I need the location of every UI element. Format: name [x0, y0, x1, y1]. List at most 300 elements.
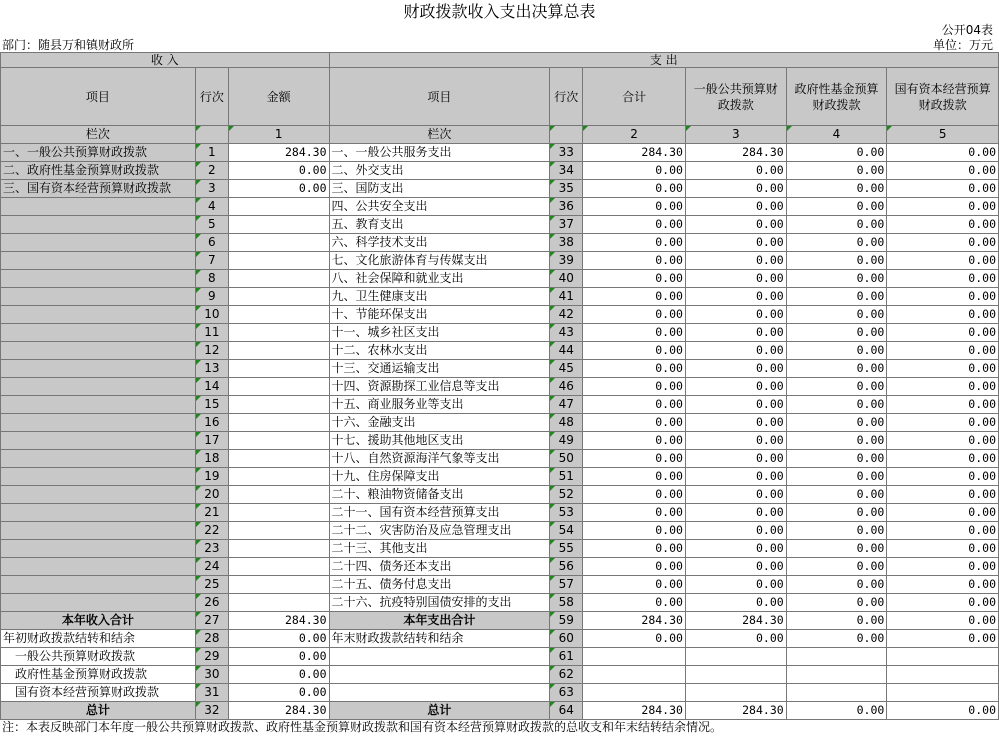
table-row: [1, 270, 999, 288]
table-row: [1, 594, 999, 612]
expense-row-no-cell: 39: [550, 252, 583, 270]
income-row-no-cell: 16: [195, 414, 228, 432]
expense-row-no-cell: 46: [550, 378, 583, 396]
expense-total-cell: [583, 666, 686, 684]
carryover-expense-item-cell: 年末财政拨款结转和结余: [329, 630, 550, 648]
income-item-cell: [1, 468, 196, 486]
income-amount-cell: [228, 450, 329, 468]
expense-general-cell: 0.00: [685, 486, 786, 504]
income-row-no-cell: 27: [195, 612, 228, 630]
expense-row-no-cell: 53: [550, 504, 583, 522]
section-header-row: [1, 53, 999, 68]
expense-fund-cell: 0.00: [786, 468, 887, 486]
income-item-cell: [1, 198, 196, 216]
expense-item-cell: 十七、援助其他地区支出: [329, 432, 550, 450]
income-item-cell: [1, 432, 196, 450]
expense-general-cell: 0.00: [685, 432, 786, 450]
income-item-cell: [1, 594, 196, 612]
expense-fund-cell: 0.00: [786, 576, 887, 594]
expense-fund-cell: 0.00: [786, 342, 887, 360]
index-col-4: 4: [786, 126, 887, 144]
expense-fund-cell: 0.00: [786, 324, 887, 342]
header-fund-budget: 政府性基金预算财政拨款: [786, 68, 887, 126]
expense-row-no-cell: 51: [550, 468, 583, 486]
expense-state-capital-cell: 0.00: [887, 324, 999, 342]
expense-fund-cell: 0.00: [786, 270, 887, 288]
expense-state-capital-cell: 0.00: [887, 234, 999, 252]
income-amount-cell: [228, 504, 329, 522]
expense-fund-cell: [786, 648, 887, 666]
expense-total-cell: 0.00: [583, 576, 686, 594]
income-item-cell: [1, 306, 196, 324]
income-item-cell: [1, 450, 196, 468]
expense-fund-cell: 0.00: [786, 522, 887, 540]
income-row-no-cell: 13: [195, 360, 228, 378]
income-amount-cell: [228, 414, 329, 432]
income-item-cell: [1, 288, 196, 306]
table-row: [1, 144, 999, 162]
budget-summary-table: [0, 52, 999, 720]
income-amount-cell: [228, 396, 329, 414]
income-row-no-cell: 10: [195, 306, 228, 324]
expense-fund-cell: 0.00: [786, 432, 887, 450]
index-col-2: 2: [583, 126, 686, 144]
table-row: [1, 450, 999, 468]
income-row-no-cell: 29: [195, 648, 228, 666]
expense-state-capital-cell: 0.00: [887, 522, 999, 540]
table-row: [1, 216, 999, 234]
expense-row-no-cell: 55: [550, 540, 583, 558]
expense-row-no-cell: 57: [550, 576, 583, 594]
income-amount-cell: 0.00: [228, 630, 329, 648]
expense-item-cell: 二十一、国有资本经营预算支出: [329, 504, 550, 522]
expense-total-cell: 284.30: [583, 144, 686, 162]
expense-row-no-cell: 40: [550, 270, 583, 288]
expense-general-cell: [685, 666, 786, 684]
expense-row-no-cell: 60: [550, 630, 583, 648]
income-amount-cell: 0.00: [228, 648, 329, 666]
income-item-cell: [1, 324, 196, 342]
expense-row-no-cell: 35: [550, 180, 583, 198]
expense-state-capital-cell: 0.00: [887, 342, 999, 360]
expense-general-cell: [685, 684, 786, 702]
table-row: [1, 198, 999, 216]
table-row: [1, 468, 999, 486]
expense-item-cell: 十八、自然资源海洋气象等支出: [329, 450, 550, 468]
header-income-item: 项目: [1, 68, 196, 126]
income-item-cell: [1, 216, 196, 234]
expense-row-no-cell: 44: [550, 342, 583, 360]
income-row-no-cell: 21: [195, 504, 228, 522]
expense-general-cell: 0.00: [685, 216, 786, 234]
income-row-no-cell: 9: [195, 288, 228, 306]
column-header-row: [1, 68, 999, 126]
index-col-1: 1: [228, 126, 329, 144]
expense-total-cell: [583, 648, 686, 666]
expense-total-cell: 0.00: [583, 414, 686, 432]
income-amount-cell: [228, 270, 329, 288]
expense-row-no-cell: 59: [550, 612, 583, 630]
header-income-row-no: 行次: [195, 68, 228, 126]
expense-general-cell: [685, 648, 786, 666]
expense-row-no-cell: 58: [550, 594, 583, 612]
expense-state-capital-cell: 0.00: [887, 162, 999, 180]
income-item-cell: [1, 234, 196, 252]
expense-row-no-cell: 50: [550, 450, 583, 468]
expense-fund-cell: 0.00: [786, 198, 887, 216]
expense-general-cell: 0.00: [685, 378, 786, 396]
expense-state-capital-cell: 0.00: [887, 450, 999, 468]
expense-fund-cell: 0.00: [786, 504, 887, 522]
income-amount-cell: [228, 432, 329, 450]
income-amount-cell: [228, 594, 329, 612]
expense-row-no-cell: 49: [550, 432, 583, 450]
expense-fund-cell: 0.00: [786, 414, 887, 432]
expense-item-cell: 二十四、债务还本支出: [329, 558, 550, 576]
income-item-cell: [1, 342, 196, 360]
unit-label: 单位：万元: [932, 38, 993, 52]
income-amount-cell: 0.00: [228, 162, 329, 180]
expense-general-cell: 0.00: [685, 252, 786, 270]
expense-row-no-cell: 62: [550, 666, 583, 684]
expense-state-capital-cell: 0.00: [887, 576, 999, 594]
expense-general-cell: 0.00: [685, 306, 786, 324]
expense-general-cell: 0.00: [685, 522, 786, 540]
table-row: [1, 576, 999, 594]
index-col-3: 3: [685, 126, 786, 144]
table-row: [1, 378, 999, 396]
expense-state-capital-cell: 0.00: [887, 306, 999, 324]
header-expense-item: 项目: [329, 68, 550, 126]
carryover-row: [1, 684, 999, 702]
expense-total-cell: 0.00: [583, 342, 686, 360]
carryover-item-cell: 政府性基金预算财政拨款: [1, 666, 196, 684]
expense-item-cell: 二十二、灾害防治及应急管理支出: [329, 522, 550, 540]
expense-fund-cell: 0.00: [786, 360, 887, 378]
expense-state-capital-cell: 0.00: [887, 216, 999, 234]
expense-fund-cell: 0.00: [786, 702, 887, 720]
income-row-no-cell: 25: [195, 576, 228, 594]
expense-state-capital-cell: 0.00: [887, 594, 999, 612]
expense-row-no-cell: 33: [550, 144, 583, 162]
expense-row-no-cell: 43: [550, 324, 583, 342]
income-row-no-cell: 32: [195, 702, 228, 720]
expense-total-cell: 0.00: [583, 540, 686, 558]
expense-item-cell: 十一、城乡社区支出: [329, 324, 550, 342]
expense-item-cell: 六、科学技术支出: [329, 234, 550, 252]
expense-item-cell: 四、公共安全支出: [329, 198, 550, 216]
expense-item-cell: 十四、资源勘探工业信息等支出: [329, 378, 550, 396]
table-row: [1, 558, 999, 576]
expense-total-cell: 0.00: [583, 450, 686, 468]
expense-item-cell: 七、文化旅游体育与传媒支出: [329, 252, 550, 270]
column-index-row: [1, 126, 999, 144]
income-row-no-cell: 6: [195, 234, 228, 252]
income-row-no-cell: 5: [195, 216, 228, 234]
income-item-cell: [1, 486, 196, 504]
expense-item-cell: 十九、住房保障支出: [329, 468, 550, 486]
expense-state-capital-cell: [887, 648, 999, 666]
income-row-no-cell: 18: [195, 450, 228, 468]
income-row-no-cell: 3: [195, 180, 228, 198]
expense-fund-cell: 0.00: [786, 594, 887, 612]
expense-row-no-cell: 64: [550, 702, 583, 720]
table-row: [1, 234, 999, 252]
income-row-no-cell: 24: [195, 558, 228, 576]
income-row-no-cell: 31: [195, 684, 228, 702]
expense-state-capital-cell: 0.00: [887, 252, 999, 270]
carryover-item-cell: 年初财政拨款结转和结余: [1, 630, 196, 648]
expense-general-cell: 0.00: [685, 558, 786, 576]
table-row: [1, 540, 999, 558]
income-amount-cell: 0.00: [228, 666, 329, 684]
header-state-capital-budget: 国有资本经营预算财政拨款: [887, 68, 999, 126]
expense-row-no-cell: 41: [550, 288, 583, 306]
expense-state-capital-cell: [887, 666, 999, 684]
expense-item-cell: 八、社会保障和就业支出: [329, 270, 550, 288]
expense-row-no-cell: 36: [550, 198, 583, 216]
expense-general-cell: 0.00: [685, 324, 786, 342]
expense-row-no-cell: 38: [550, 234, 583, 252]
income-row-no-cell: 22: [195, 522, 228, 540]
income-item-cell: [1, 540, 196, 558]
income-amount-cell: [228, 234, 329, 252]
expense-total-cell: 0.00: [583, 432, 686, 450]
expense-general-cell: 0.00: [685, 540, 786, 558]
department-label: 部门：随县万和镇财政所: [2, 38, 135, 52]
income-subtotal-label: 本年收入合计: [1, 612, 196, 630]
expense-item-cell: 十六、金融支出: [329, 414, 550, 432]
expense-general-cell: 0.00: [685, 342, 786, 360]
table-row: [1, 486, 999, 504]
carryover-expense-item-cell: [329, 648, 550, 666]
expense-row-no-cell: 48: [550, 414, 583, 432]
income-row-no-cell: 30: [195, 666, 228, 684]
income-amount-cell: 284.30: [228, 144, 329, 162]
expense-state-capital-cell: 0.00: [887, 468, 999, 486]
expense-state-capital-cell: 0.00: [887, 414, 999, 432]
expense-general-cell: 284.30: [685, 702, 786, 720]
table-row: [1, 162, 999, 180]
expense-state-capital-cell: 0.00: [887, 558, 999, 576]
expense-item-cell: 三、国防支出: [329, 180, 550, 198]
expense-section-header: 支 出: [329, 53, 998, 68]
expense-fund-cell: 0.00: [786, 378, 887, 396]
expense-state-capital-cell: 0.00: [887, 360, 999, 378]
carryover-item-cell: 一般公共预算财政拨款: [1, 648, 196, 666]
expense-state-capital-cell: 0.00: [887, 378, 999, 396]
footnote: 注：本表反映部门本年度一般公共预算财政拨款、政府性基金预算财政拨款和国有资本经营预算财政拨款的总收支和年末结转结余情况。: [2, 720, 723, 734]
expense-fund-cell: [786, 666, 887, 684]
expense-state-capital-cell: 0.00: [887, 396, 999, 414]
expense-row-no-cell: 42: [550, 306, 583, 324]
expense-total-cell: 0.00: [583, 252, 686, 270]
income-item-cell: 二、政府性基金预算财政拨款: [1, 162, 196, 180]
income-amount-cell: [228, 216, 329, 234]
expense-general-cell: 284.30: [685, 612, 786, 630]
income-amount-cell: [228, 378, 329, 396]
carryover-expense-item-cell: [329, 684, 550, 702]
carryover-row: [1, 630, 999, 648]
income-row-no-cell: 15: [195, 396, 228, 414]
expense-row-no-cell: 34: [550, 162, 583, 180]
expense-general-cell: 0.00: [685, 594, 786, 612]
expense-general-cell: 0.00: [685, 576, 786, 594]
expense-state-capital-cell: 0.00: [887, 432, 999, 450]
income-total-amount: 284.30: [228, 702, 329, 720]
table-row: [1, 342, 999, 360]
expense-total-cell: 0.00: [583, 594, 686, 612]
index-blank: [195, 126, 228, 144]
expense-state-capital-cell: 0.00: [887, 288, 999, 306]
expense-item-cell: 十五、商业服务业等支出: [329, 396, 550, 414]
expense-total-cell: 0.00: [583, 396, 686, 414]
income-amount-cell: [228, 468, 329, 486]
expense-row-no-cell: 45: [550, 360, 583, 378]
income-row-no-cell: 26: [195, 594, 228, 612]
expense-fund-cell: 0.00: [786, 306, 887, 324]
expense-general-cell: 0.00: [685, 288, 786, 306]
expense-general-cell: 284.30: [685, 144, 786, 162]
income-row-no-cell: 17: [195, 432, 228, 450]
income-amount-cell: [228, 198, 329, 216]
grand-total-row: [1, 702, 999, 720]
expense-general-cell: 0.00: [685, 360, 786, 378]
carryover-row: [1, 648, 999, 666]
expense-fund-cell: 0.00: [786, 450, 887, 468]
income-amount-cell: [228, 576, 329, 594]
header-expense-row-no: 行次: [550, 68, 583, 126]
header-income-amount: 金额: [228, 68, 329, 126]
expense-row-no-cell: 63: [550, 684, 583, 702]
expense-fund-cell: [786, 684, 887, 702]
expense-total-cell: 0.00: [583, 306, 686, 324]
expense-fund-cell: 0.00: [786, 234, 887, 252]
report-title: 财政拨款收入支出决算总表: [403, 2, 596, 21]
expense-general-cell: 0.00: [685, 504, 786, 522]
expense-fund-cell: 0.00: [786, 180, 887, 198]
income-row-no-cell: 23: [195, 540, 228, 558]
income-row-no-cell: 7: [195, 252, 228, 270]
income-amount-cell: [228, 360, 329, 378]
table-row: [1, 180, 999, 198]
table-row: [1, 432, 999, 450]
expense-state-capital-cell: 0.00: [887, 198, 999, 216]
expense-total-cell: 0.00: [583, 468, 686, 486]
income-item-cell: [1, 558, 196, 576]
header-general-budget: 一般公共预算财政拨款: [685, 68, 786, 126]
income-amount-cell: [228, 324, 329, 342]
income-amount-cell: [228, 288, 329, 306]
expense-total-cell: 0.00: [583, 162, 686, 180]
expense-item-cell: 二十六、抗疫特别国债安排的支出: [329, 594, 550, 612]
table-row: [1, 504, 999, 522]
expense-row-no-cell: 54: [550, 522, 583, 540]
expense-fund-cell: 0.00: [786, 162, 887, 180]
income-row-no-cell: 11: [195, 324, 228, 342]
table-row: [1, 288, 999, 306]
expense-state-capital-cell: 0.00: [887, 504, 999, 522]
expense-total-cell: 0.00: [583, 180, 686, 198]
expense-total-cell: 0.00: [583, 630, 686, 648]
expense-general-cell: 0.00: [685, 468, 786, 486]
income-amount-cell: [228, 252, 329, 270]
expense-item-cell: 二十、粮油物资储备支出: [329, 486, 550, 504]
income-amount-cell: 0.00: [228, 684, 329, 702]
expense-general-cell: 0.00: [685, 180, 786, 198]
expense-fund-cell: 0.00: [786, 612, 887, 630]
table-row: [1, 324, 999, 342]
expense-fund-cell: 0.00: [786, 558, 887, 576]
index-label-income: 栏次: [1, 126, 196, 144]
expense-row-no-cell: 37: [550, 216, 583, 234]
expense-total-cell: 0.00: [583, 288, 686, 306]
expense-total-cell: 0.00: [583, 504, 686, 522]
expense-state-capital-cell: [887, 684, 999, 702]
expense-general-cell: 0.00: [685, 396, 786, 414]
expense-fund-cell: 0.00: [786, 144, 887, 162]
income-row-no-cell: 1: [195, 144, 228, 162]
expense-total-cell: 0.00: [583, 270, 686, 288]
expense-item-cell: 九、卫生健康支出: [329, 288, 550, 306]
table-row: [1, 360, 999, 378]
expense-general-cell: 0.00: [685, 270, 786, 288]
expense-total-cell: 0.00: [583, 216, 686, 234]
table-row: [1, 306, 999, 324]
income-section-header: 收 入: [1, 53, 330, 68]
expense-row-no-cell: 47: [550, 396, 583, 414]
table-row: [1, 414, 999, 432]
income-row-no-cell: 20: [195, 486, 228, 504]
income-amount-cell: [228, 486, 329, 504]
expense-state-capital-cell: 0.00: [887, 180, 999, 198]
expense-item-cell: 二十五、债务付息支出: [329, 576, 550, 594]
expense-item-cell: 十二、农林水支出: [329, 342, 550, 360]
income-item-cell: 三、国有资本经营预算财政拨款: [1, 180, 196, 198]
expense-general-cell: 0.00: [685, 198, 786, 216]
expense-fund-cell: 0.00: [786, 540, 887, 558]
income-row-no-cell: 4: [195, 198, 228, 216]
subtotal-row: [1, 612, 999, 630]
expense-item-cell: 五、教育支出: [329, 216, 550, 234]
expense-state-capital-cell: 0.00: [887, 612, 999, 630]
income-item-cell: [1, 576, 196, 594]
expense-state-capital-cell: 0.00: [887, 540, 999, 558]
index-label-expense: 栏次: [329, 126, 550, 144]
expense-item-cell: 十、节能环保支出: [329, 306, 550, 324]
expense-total-cell: 0.00: [583, 558, 686, 576]
expense-total-cell: 0.00: [583, 234, 686, 252]
expense-row-no-cell: 52: [550, 486, 583, 504]
expense-state-capital-cell: 0.00: [887, 270, 999, 288]
income-row-no-cell: 14: [195, 378, 228, 396]
expense-fund-cell: 0.00: [786, 630, 887, 648]
expense-fund-cell: 0.00: [786, 288, 887, 306]
income-subtotal-amount: 284.30: [228, 612, 329, 630]
income-total-label: 总计: [1, 702, 196, 720]
expense-total-cell: 0.00: [583, 198, 686, 216]
income-amount-cell: [228, 342, 329, 360]
income-item-cell: [1, 360, 196, 378]
expense-state-capital-cell: 0.00: [887, 630, 999, 648]
income-item-cell: 一、一般公共预算财政拨款: [1, 144, 196, 162]
header-total: 合计: [583, 68, 686, 126]
income-row-no-cell: 12: [195, 342, 228, 360]
table-row: [1, 396, 999, 414]
expense-fund-cell: 0.00: [786, 486, 887, 504]
expense-fund-cell: 0.00: [786, 396, 887, 414]
expense-total-cell: 284.30: [583, 612, 686, 630]
